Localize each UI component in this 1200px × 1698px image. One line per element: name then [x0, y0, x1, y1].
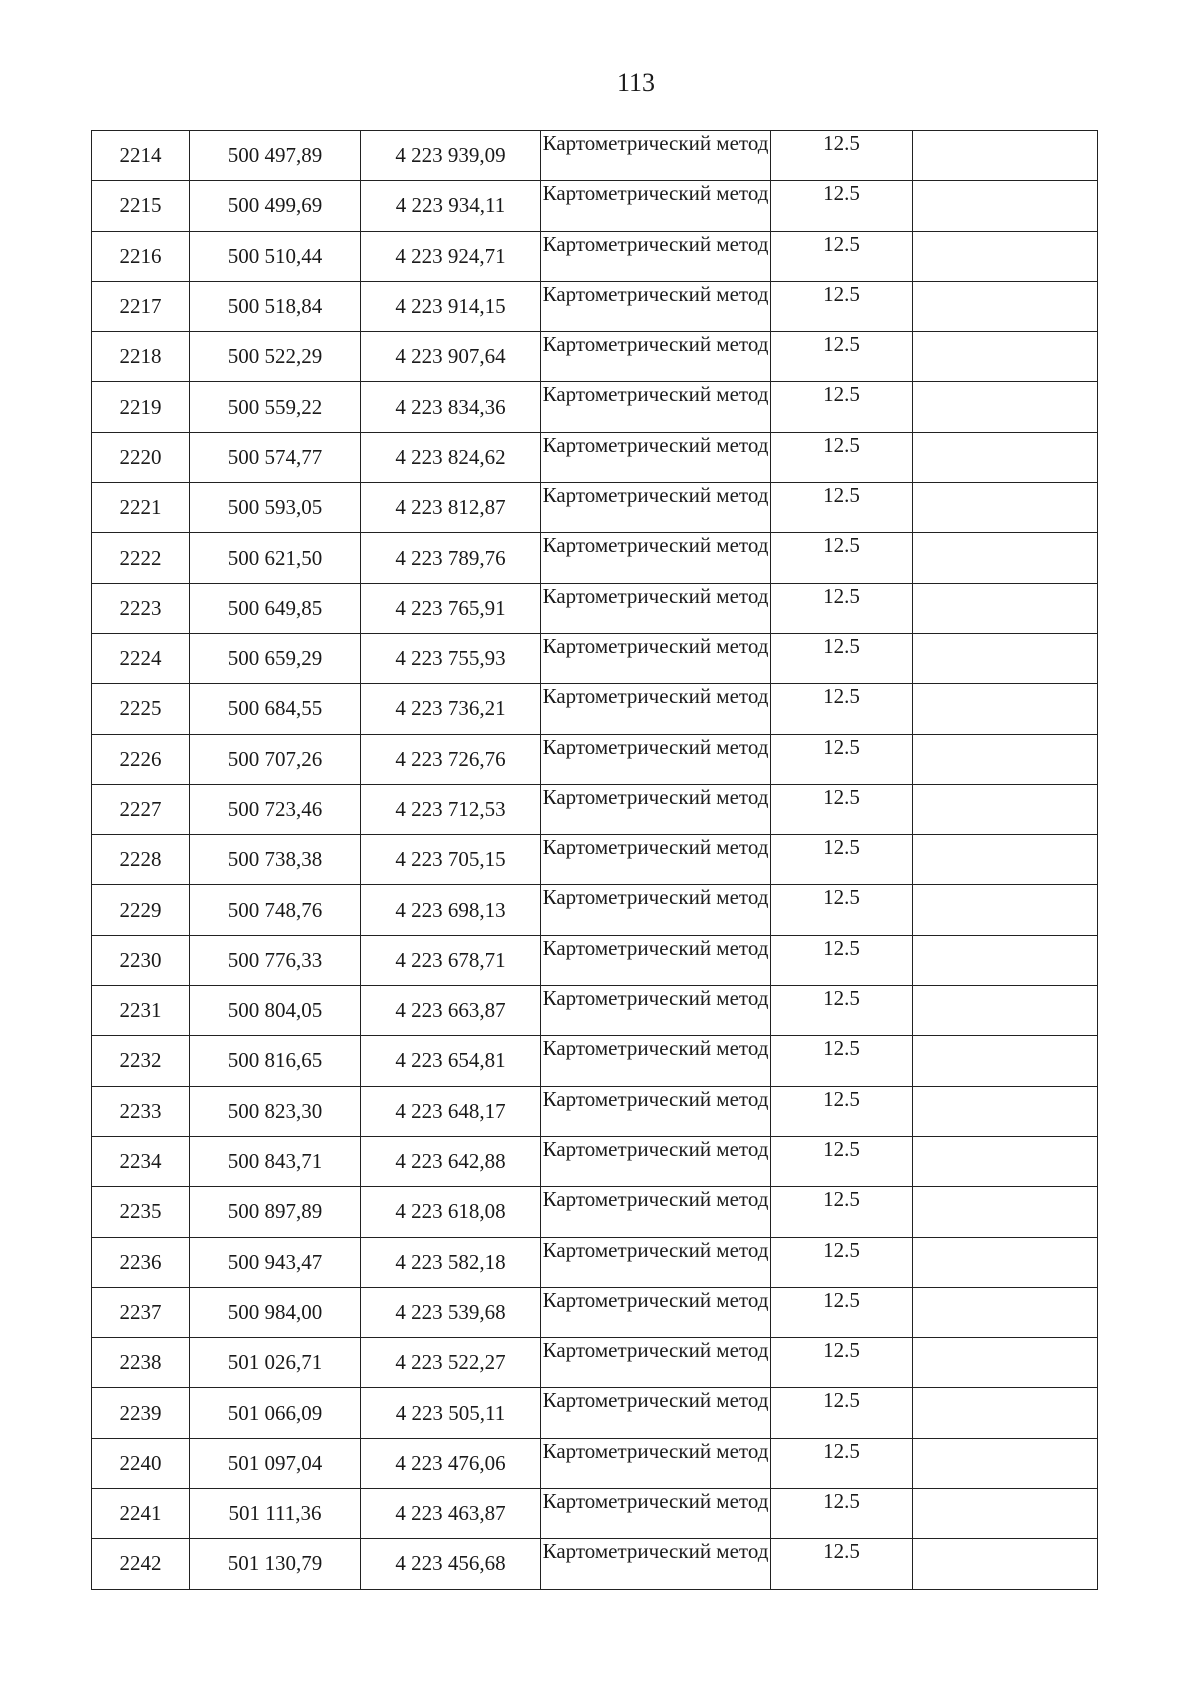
x-coordinate-cell: 500 897,89	[190, 1187, 361, 1237]
point-number-cell: 2216	[92, 231, 190, 281]
point-number-cell: 2214	[92, 131, 190, 181]
accuracy-cell: 12.5	[771, 835, 913, 885]
note-cell	[913, 935, 1098, 985]
note-cell	[913, 583, 1098, 633]
table-row	[92, 734, 1098, 784]
method-cell: Картометрический метод	[541, 684, 771, 734]
note-cell	[913, 835, 1098, 885]
note-cell	[913, 784, 1098, 834]
accuracy-cell: 12.5	[771, 734, 913, 784]
y-coordinate-cell: 4 223 834,36	[361, 382, 541, 432]
coordinates-table-body	[92, 131, 1098, 1590]
accuracy-cell: 12.5	[771, 231, 913, 281]
point-number-cell: 2225	[92, 684, 190, 734]
point-number-cell: 2223	[92, 583, 190, 633]
note-cell	[913, 181, 1098, 231]
y-coordinate-cell: 4 223 907,64	[361, 332, 541, 382]
point-number-cell: 2237	[92, 1287, 190, 1337]
x-coordinate-cell: 500 707,26	[190, 734, 361, 784]
x-coordinate-cell: 501 111,36	[190, 1489, 361, 1539]
point-number-cell: 2215	[92, 181, 190, 231]
table-row	[92, 432, 1098, 482]
page-number: 113	[616, 68, 656, 97]
accuracy-cell: 12.5	[771, 1237, 913, 1287]
table-row	[92, 1338, 1098, 1388]
table-row	[92, 986, 1098, 1036]
point-number-cell: 2217	[92, 281, 190, 331]
point-number-cell: 2232	[92, 1036, 190, 1086]
accuracy-cell: 12.5	[771, 1489, 913, 1539]
method-cell: Картометрический метод	[541, 1136, 771, 1186]
note-cell	[913, 231, 1098, 281]
table-row	[92, 231, 1098, 281]
accuracy-cell: 12.5	[771, 1136, 913, 1186]
method-cell: Картометрический метод	[541, 1287, 771, 1337]
x-coordinate-cell: 500 621,50	[190, 533, 361, 583]
table-row	[92, 382, 1098, 432]
method-cell: Картометрический метод	[541, 633, 771, 683]
table-row	[92, 1539, 1098, 1589]
accuracy-cell: 12.5	[771, 633, 913, 683]
method-cell: Картометрический метод	[541, 734, 771, 784]
y-coordinate-cell: 4 223 648,17	[361, 1086, 541, 1136]
table-row	[92, 1287, 1098, 1337]
method-cell: Картометрический метод	[541, 935, 771, 985]
note-cell	[913, 131, 1098, 181]
method-cell: Картометрический метод	[541, 835, 771, 885]
y-coordinate-cell: 4 223 505,11	[361, 1388, 541, 1438]
x-coordinate-cell: 501 097,04	[190, 1438, 361, 1488]
point-number-cell: 2231	[92, 986, 190, 1036]
accuracy-cell: 12.5	[771, 986, 913, 1036]
coordinates-table	[91, 130, 1098, 1590]
x-coordinate-cell: 500 984,00	[190, 1287, 361, 1337]
method-cell: Картометрический метод	[541, 583, 771, 633]
point-number-cell: 2226	[92, 734, 190, 784]
y-coordinate-cell: 4 223 522,27	[361, 1338, 541, 1388]
point-number-cell: 2233	[92, 1086, 190, 1136]
note-cell	[913, 885, 1098, 935]
method-cell: Картометрический метод	[541, 382, 771, 432]
accuracy-cell: 12.5	[771, 181, 913, 231]
y-coordinate-cell: 4 223 456,68	[361, 1539, 541, 1589]
y-coordinate-cell: 4 223 934,11	[361, 181, 541, 231]
y-coordinate-cell: 4 223 726,76	[361, 734, 541, 784]
accuracy-cell: 12.5	[771, 382, 913, 432]
note-cell	[913, 432, 1098, 482]
accuracy-cell: 12.5	[771, 483, 913, 533]
table-row	[92, 1136, 1098, 1186]
x-coordinate-cell: 500 816,65	[190, 1036, 361, 1086]
note-cell	[913, 1136, 1098, 1186]
y-coordinate-cell: 4 223 539,68	[361, 1287, 541, 1337]
x-coordinate-cell: 500 522,29	[190, 332, 361, 382]
method-cell: Картометрический метод	[541, 1036, 771, 1086]
note-cell	[913, 1036, 1098, 1086]
method-cell: Картометрический метод	[541, 1489, 771, 1539]
accuracy-cell: 12.5	[771, 1187, 913, 1237]
x-coordinate-cell: 500 804,05	[190, 986, 361, 1036]
note-cell	[913, 533, 1098, 583]
method-cell: Картометрический метод	[541, 784, 771, 834]
x-coordinate-cell: 500 723,46	[190, 784, 361, 834]
accuracy-cell: 12.5	[771, 281, 913, 331]
note-cell	[913, 1086, 1098, 1136]
method-cell: Картометрический метод	[541, 332, 771, 382]
x-coordinate-cell: 500 499,69	[190, 181, 361, 231]
y-coordinate-cell: 4 223 736,21	[361, 684, 541, 734]
x-coordinate-cell: 501 130,79	[190, 1539, 361, 1589]
x-coordinate-cell: 500 510,44	[190, 231, 361, 281]
note-cell	[913, 734, 1098, 784]
x-coordinate-cell: 500 574,77	[190, 432, 361, 482]
accuracy-cell: 12.5	[771, 885, 913, 935]
point-number-cell: 2221	[92, 483, 190, 533]
point-number-cell: 2219	[92, 382, 190, 432]
y-coordinate-cell: 4 223 939,09	[361, 131, 541, 181]
table-row	[92, 1438, 1098, 1488]
x-coordinate-cell: 500 843,71	[190, 1136, 361, 1186]
x-coordinate-cell: 500 943,47	[190, 1237, 361, 1287]
method-cell: Картометрический метод	[541, 281, 771, 331]
x-coordinate-cell: 501 026,71	[190, 1338, 361, 1388]
accuracy-cell: 12.5	[771, 1338, 913, 1388]
note-cell	[913, 382, 1098, 432]
x-coordinate-cell: 500 559,22	[190, 382, 361, 432]
point-number-cell: 2220	[92, 432, 190, 482]
method-cell: Картометрический метод	[541, 533, 771, 583]
table-row	[92, 633, 1098, 683]
note-cell	[913, 1187, 1098, 1237]
accuracy-cell: 12.5	[771, 1086, 913, 1136]
point-number-cell: 2218	[92, 332, 190, 382]
table-row	[92, 784, 1098, 834]
point-number-cell: 2230	[92, 935, 190, 985]
y-coordinate-cell: 4 223 654,81	[361, 1036, 541, 1086]
x-coordinate-cell: 500 518,84	[190, 281, 361, 331]
point-number-cell: 2236	[92, 1237, 190, 1287]
y-coordinate-cell: 4 223 824,62	[361, 432, 541, 482]
note-cell	[913, 986, 1098, 1036]
table-row	[92, 885, 1098, 935]
x-coordinate-cell: 500 593,05	[190, 483, 361, 533]
y-coordinate-cell: 4 223 712,53	[361, 784, 541, 834]
y-coordinate-cell: 4 223 463,87	[361, 1489, 541, 1539]
y-coordinate-cell: 4 223 663,87	[361, 986, 541, 1036]
method-cell: Картометрический метод	[541, 1086, 771, 1136]
table-row	[92, 1237, 1098, 1287]
table-row	[92, 583, 1098, 633]
point-number-cell: 2228	[92, 835, 190, 885]
note-cell	[913, 1539, 1098, 1589]
table-row	[92, 1388, 1098, 1438]
point-number-cell: 2227	[92, 784, 190, 834]
method-cell: Картометрический метод	[541, 231, 771, 281]
y-coordinate-cell: 4 223 678,71	[361, 935, 541, 985]
method-cell: Картометрический метод	[541, 986, 771, 1036]
accuracy-cell: 12.5	[771, 1388, 913, 1438]
y-coordinate-cell: 4 223 765,91	[361, 583, 541, 633]
point-number-cell: 2222	[92, 533, 190, 583]
note-cell	[913, 1338, 1098, 1388]
y-coordinate-cell: 4 223 924,71	[361, 231, 541, 281]
method-cell: Картометрический метод	[541, 885, 771, 935]
note-cell	[913, 1489, 1098, 1539]
point-number-cell: 2224	[92, 633, 190, 683]
y-coordinate-cell: 4 223 582,18	[361, 1237, 541, 1287]
accuracy-cell: 12.5	[771, 784, 913, 834]
point-number-cell: 2241	[92, 1489, 190, 1539]
note-cell	[913, 483, 1098, 533]
note-cell	[913, 684, 1098, 734]
method-cell: Картометрический метод	[541, 1438, 771, 1488]
table-row	[92, 835, 1098, 885]
accuracy-cell: 12.5	[771, 332, 913, 382]
accuracy-cell: 12.5	[771, 1287, 913, 1337]
method-cell: Картометрический метод	[541, 1388, 771, 1438]
accuracy-cell: 12.5	[771, 1036, 913, 1086]
table-row	[92, 684, 1098, 734]
accuracy-cell: 12.5	[771, 684, 913, 734]
point-number-cell: 2238	[92, 1338, 190, 1388]
method-cell: Картометрический метод	[541, 1237, 771, 1287]
y-coordinate-cell: 4 223 642,88	[361, 1136, 541, 1186]
table-row	[92, 131, 1098, 181]
table-row	[92, 1036, 1098, 1086]
point-number-cell: 2242	[92, 1539, 190, 1589]
point-number-cell: 2234	[92, 1136, 190, 1186]
x-coordinate-cell: 500 659,29	[190, 633, 361, 683]
table-row	[92, 281, 1098, 331]
table-row	[92, 1086, 1098, 1136]
note-cell	[913, 1237, 1098, 1287]
accuracy-cell: 12.5	[771, 131, 913, 181]
point-number-cell: 2229	[92, 885, 190, 935]
x-coordinate-cell: 500 738,38	[190, 835, 361, 885]
table-row	[92, 533, 1098, 583]
table-row	[92, 181, 1098, 231]
x-coordinate-cell: 500 684,55	[190, 684, 361, 734]
y-coordinate-cell: 4 223 618,08	[361, 1187, 541, 1237]
table-row	[92, 483, 1098, 533]
note-cell	[913, 1388, 1098, 1438]
x-coordinate-cell: 500 823,30	[190, 1086, 361, 1136]
note-cell	[913, 332, 1098, 382]
y-coordinate-cell: 4 223 789,76	[361, 533, 541, 583]
y-coordinate-cell: 4 223 914,15	[361, 281, 541, 331]
method-cell: Картометрический метод	[541, 1338, 771, 1388]
y-coordinate-cell: 4 223 705,15	[361, 835, 541, 885]
method-cell: Картометрический метод	[541, 1539, 771, 1589]
point-number-cell: 2240	[92, 1438, 190, 1488]
table-row	[92, 1489, 1098, 1539]
table-row	[92, 332, 1098, 382]
note-cell	[913, 1287, 1098, 1337]
method-cell: Картометрический метод	[541, 181, 771, 231]
x-coordinate-cell: 500 649,85	[190, 583, 361, 633]
y-coordinate-cell: 4 223 476,06	[361, 1438, 541, 1488]
note-cell	[913, 633, 1098, 683]
point-number-cell: 2235	[92, 1187, 190, 1237]
x-coordinate-cell: 500 776,33	[190, 935, 361, 985]
y-coordinate-cell: 4 223 698,13	[361, 885, 541, 935]
y-coordinate-cell: 4 223 812,87	[361, 483, 541, 533]
method-cell: Картометрический метод	[541, 1187, 771, 1237]
accuracy-cell: 12.5	[771, 935, 913, 985]
accuracy-cell: 12.5	[771, 583, 913, 633]
x-coordinate-cell: 500 497,89	[190, 131, 361, 181]
accuracy-cell: 12.5	[771, 533, 913, 583]
point-number-cell: 2239	[92, 1388, 190, 1438]
method-cell: Картометрический метод	[541, 432, 771, 482]
table-row	[92, 1187, 1098, 1237]
note-cell	[913, 1438, 1098, 1488]
x-coordinate-cell: 501 066,09	[190, 1388, 361, 1438]
accuracy-cell: 12.5	[771, 1438, 913, 1488]
accuracy-cell: 12.5	[771, 432, 913, 482]
accuracy-cell: 12.5	[771, 1539, 913, 1589]
table-row	[92, 935, 1098, 985]
x-coordinate-cell: 500 748,76	[190, 885, 361, 935]
method-cell: Картометрический метод	[541, 131, 771, 181]
method-cell: Картометрический метод	[541, 483, 771, 533]
note-cell	[913, 281, 1098, 331]
y-coordinate-cell: 4 223 755,93	[361, 633, 541, 683]
